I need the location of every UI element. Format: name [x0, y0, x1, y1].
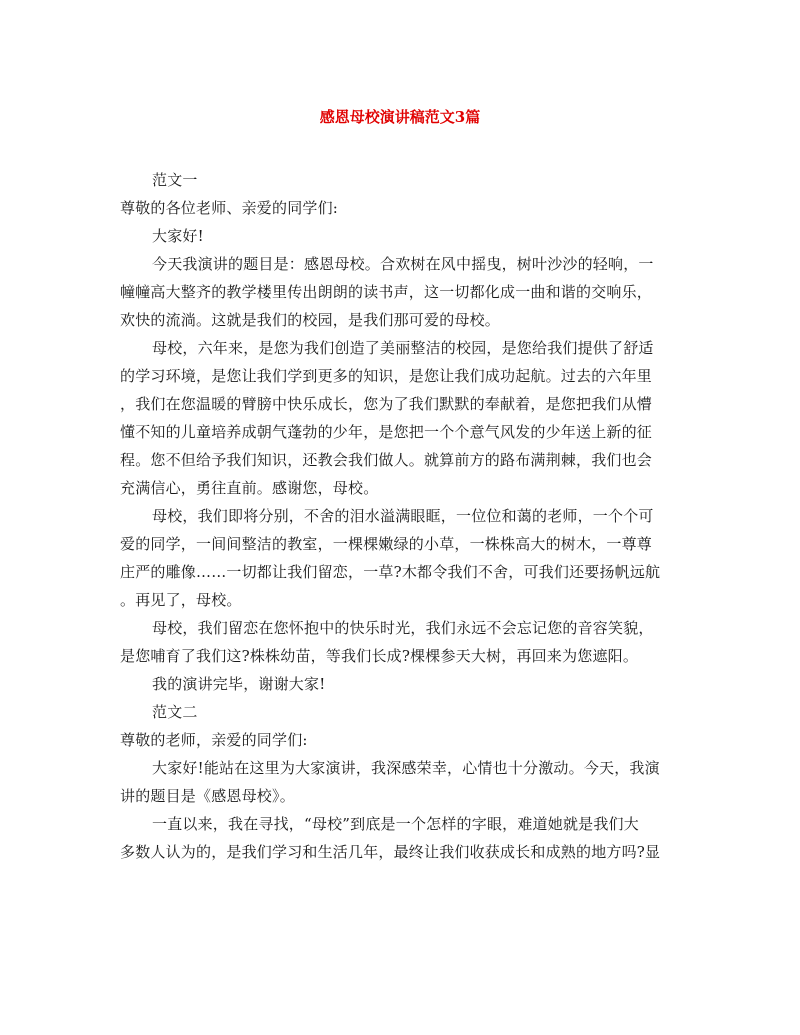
paragraph-line: 讲的题目是《感恩母校》。 [120, 787, 295, 805]
salutation: 尊敬的老师，亲爱的同学们: [120, 731, 308, 749]
document-title: 感恩母校演讲稿范文3篇 [319, 108, 481, 126]
paragraph-line: 一直以来，我在寻找，“母校”到底是一个怎样的字眼，难道她就是我们大 [152, 815, 639, 833]
paragraph-line: 大家好!能站在这里为大家演讲，我深感荣幸，心情也十分激动。今天，我演 [152, 759, 660, 777]
salutation: 尊敬的各位老师、亲爱的同学们: [120, 199, 339, 217]
paragraph-line: 今天我演讲的题目是：感恩母校。合欢树在风中摇曳，树叶沙沙的轻响，一 [152, 255, 654, 273]
section-heading: 范文二 [152, 703, 198, 721]
paragraph-line: 母校，我们即将分别，不舍的泪水溢满眼眶，一位位和蔼的老师，一个个可 [152, 507, 654, 525]
paragraph-line: 充满信心，勇往直前。感谢您，母校。 [120, 479, 379, 497]
paragraph-line: 。再见了，母校。 [120, 591, 242, 609]
paragraph-line: 的学习环境，是您让我们学到更多的知识，是您让我们成功起航。过去的六年里 [120, 367, 653, 385]
paragraph-line: 欢快的流淌。这就是我们的校园，是我们那可爱的母校。 [120, 311, 501, 329]
paragraph-line: 母校，我们留恋在您怀抱中的快乐时光，我们永远不会忘记您的音容笑貌， [152, 619, 654, 637]
paragraph-line: 是您哺育了我们这?株株幼苗，等我们长成?棵棵参天大树，再回来为您遮阳。 [120, 647, 639, 665]
paragraph-line: 多数人认为的，是我们学习和生活几年，最终让我们收获成长和成熟的地方吗?显 [120, 843, 661, 861]
paragraph-line: 程。您不但给予我们知识，还教会我们做人。就算前方的路布满荆棘，我们也会 [120, 451, 653, 469]
section-heading: 范文一 [152, 171, 198, 189]
paragraph-line: 幢幢高大整齐的教学楼里传出朗朗的读书声，这一切都化成一曲和谐的交响乐， [120, 283, 653, 301]
greeting: 大家好! [152, 227, 204, 245]
paragraph-line: 爱的同学，一间间整洁的教室，一棵棵嫩绿的小草，一株株高大的树木，一尊尊 [120, 535, 653, 553]
paragraph-line: 母校，六年来，是您为我们创造了美丽整洁的校园，是您给我们提供了舒适 [152, 339, 654, 357]
closing-line: 我的演讲完毕，谢谢大家! [152, 675, 326, 693]
paragraph-line: 庄严的雕像……一切都让我们留恋，一草?木都令我们不舍，可我们还要扬帆远航 [120, 563, 661, 581]
paragraph-line: ，我们在您温暖的臂膀中快乐成长，您为了我们默默的奉献着，是您把我们从懵 [120, 395, 653, 413]
paragraph-line: 懂不知的儿童培养成朝气蓬勃的少年，是您把一个个意气风发的少年送上新的征 [120, 423, 653, 441]
document-body [120, 166, 680, 866]
